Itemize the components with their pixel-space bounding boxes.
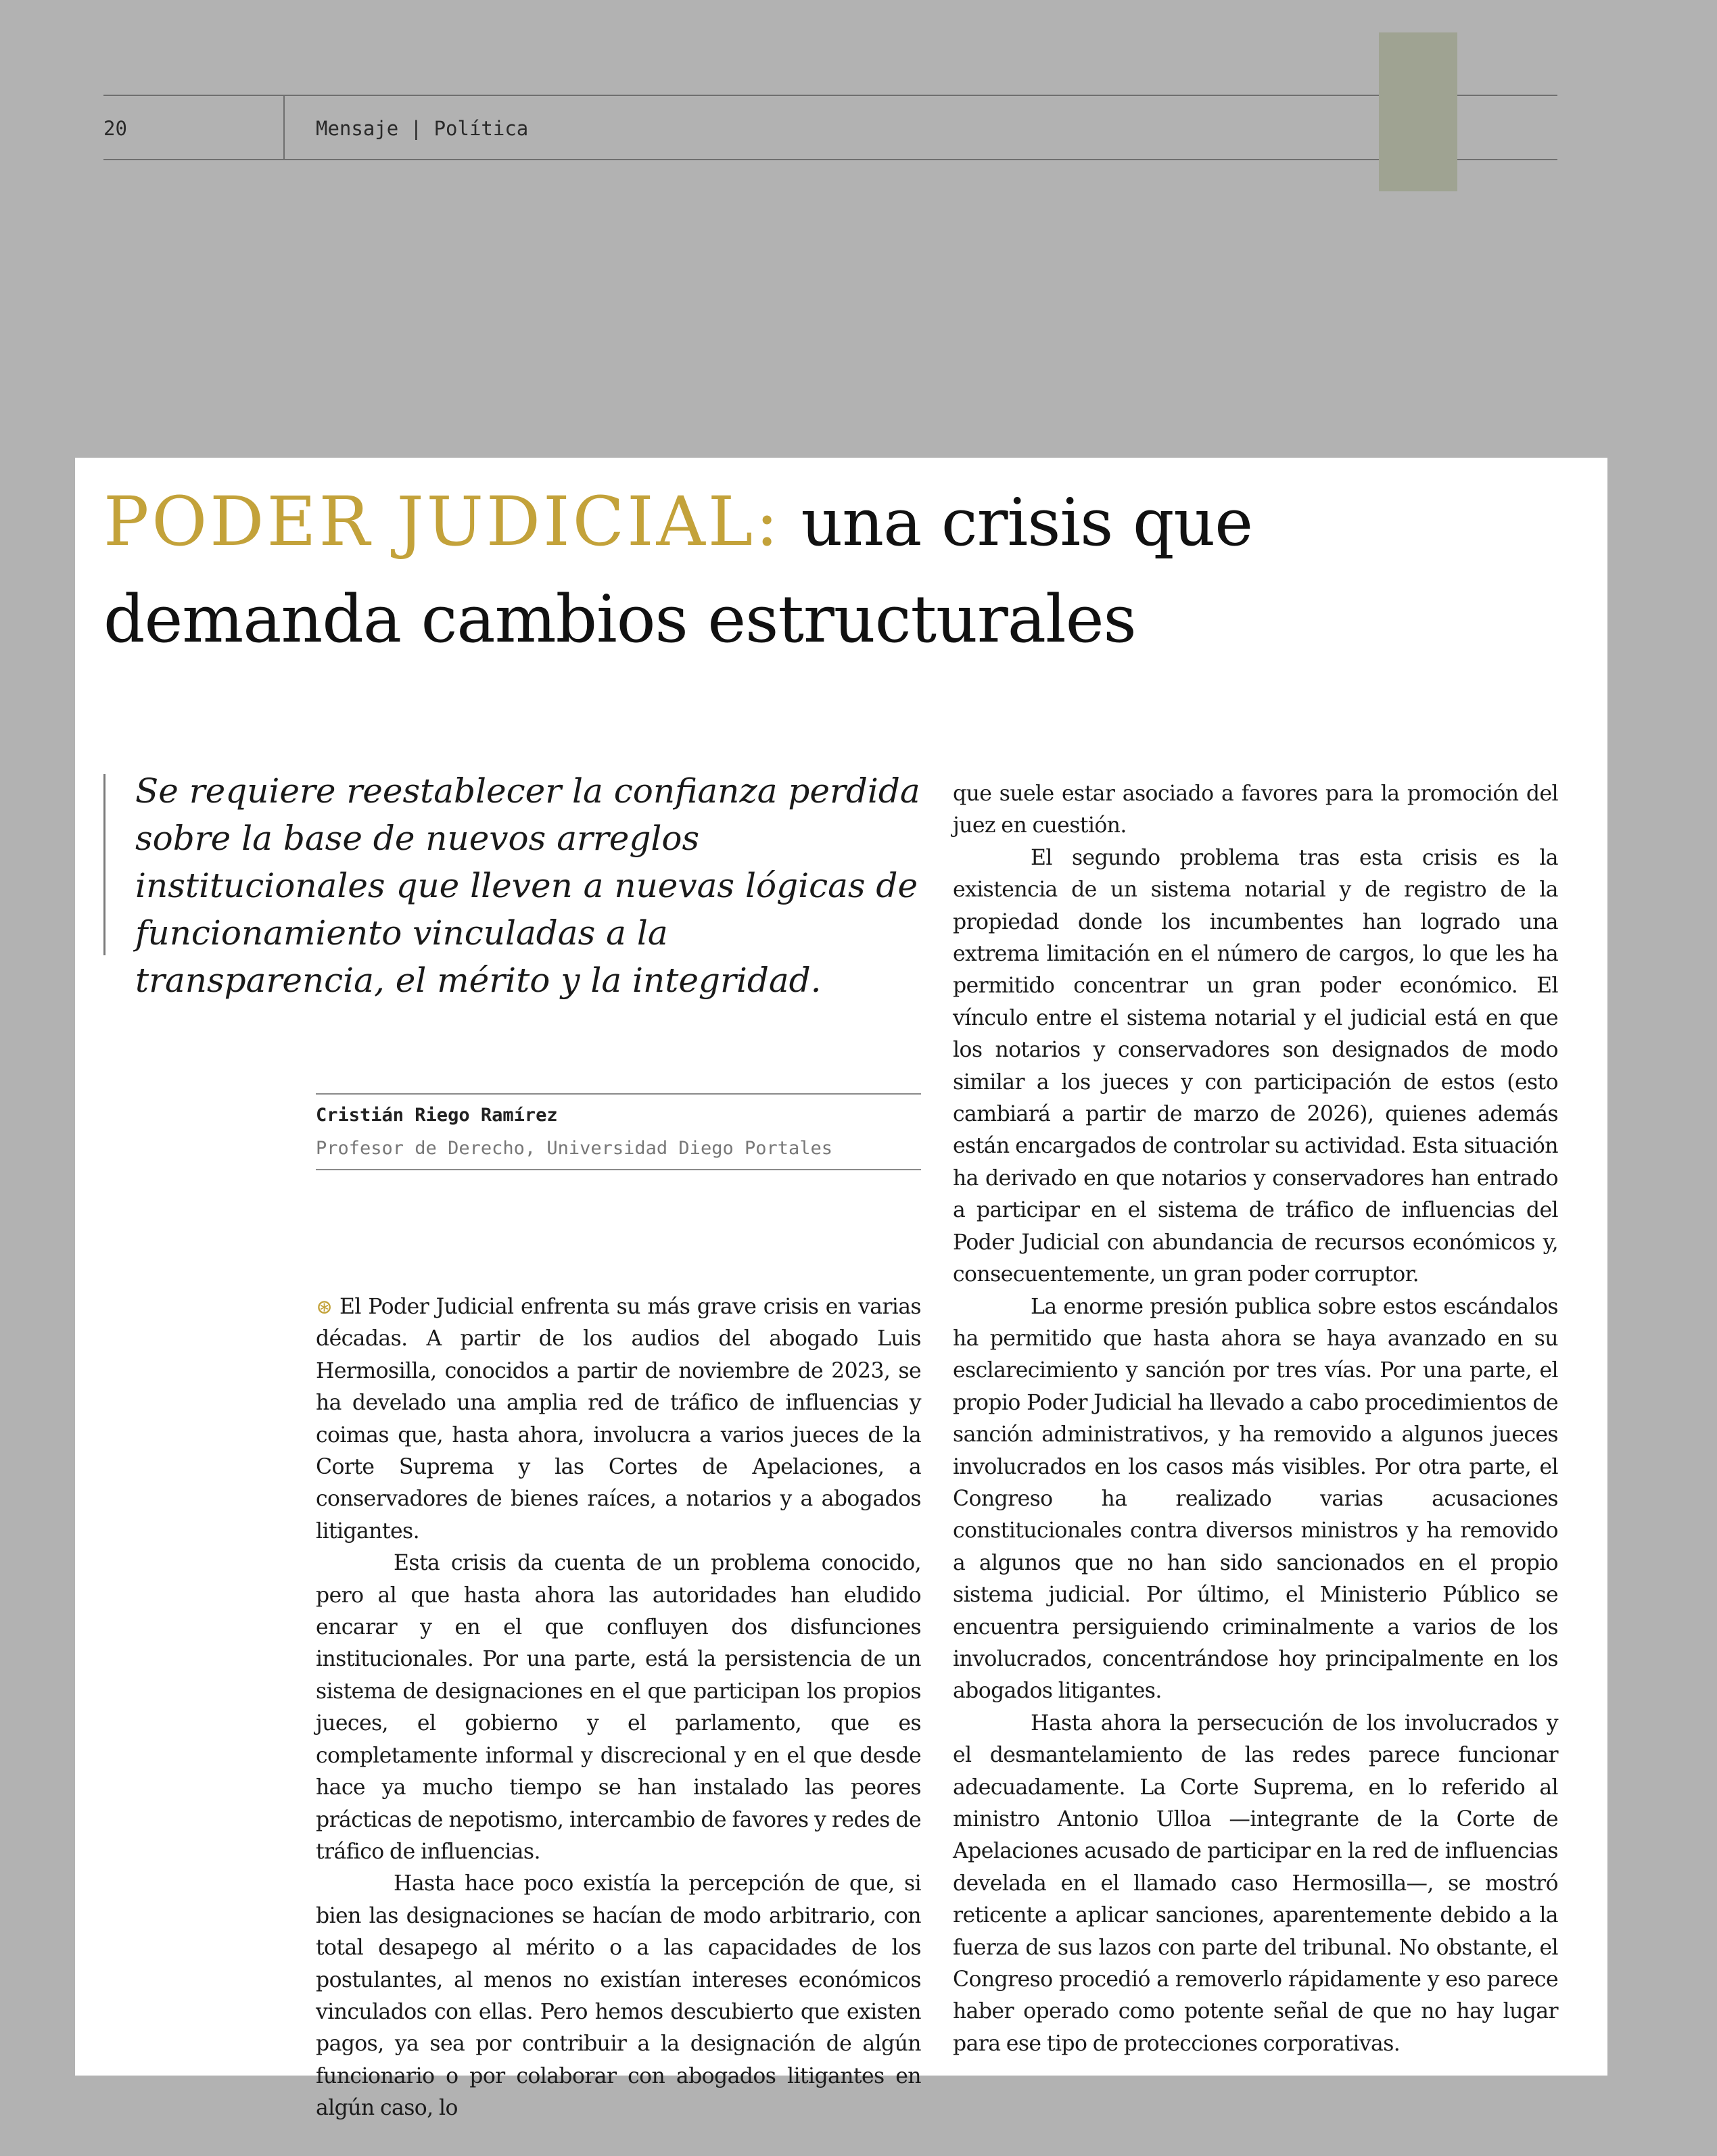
author-name: Cristián Riego Ramírez bbox=[316, 1105, 558, 1126]
paragraph: La enorme presión publica sobre estos escándalos ha permitido que hasta ahora se haya avanzado en su esclarecimiento y sanción por tres vías. Por una parte, el propio Poder Judicial ha llevado a cabo procedimientos de sanción administrativos, y ha removido a algunos jueces involucrados en los casos más visibles. Por otra parte, el Congreso ha realizado varias acusaciones constitucionales contra diversos ministros y ha removido a algunos que no han sido sancionados en el propio sistema judicial. Por último, el Ministerio Público se encuentra persiguiendo criminalmente a varios de los involucrados, concentrándose hoy principalmente en los abogados litigantes. bbox=[953, 1294, 1558, 1704]
color-tab bbox=[1379, 32, 1457, 191]
pull-quote-bar bbox=[103, 774, 105, 955]
byline-bottom-rule bbox=[316, 1169, 921, 1170]
body-column-1 bbox=[316, 1291, 921, 2125]
page-number: 20 bbox=[103, 117, 127, 140]
author-affiliation: Profesor de Derecho, Universidad Diego Portales bbox=[316, 1138, 833, 1159]
title-kicker: PODER JUDICIAL: bbox=[103, 482, 781, 561]
body-column-2 bbox=[953, 778, 1558, 2060]
header-divider bbox=[283, 95, 285, 160]
title-text: una crisis que demanda cambios estructurales bbox=[103, 485, 1253, 657]
byline-top-rule bbox=[316, 1093, 921, 1095]
paragraph: Hasta hace poco existía la percepción de que, si bien las designaciones se hacían de modo arbitrario, con total desapego al mérito o a las capacidades de los postulantes, al menos no existían intereses económicos vinculados con ellas. Pero hemos descubierto que existen pagos, ya sea por contribuir a la designación de algún funcionario o por colaborar con abogados litigantes en algún caso, lo bbox=[316, 1871, 921, 2121]
pull-quote: Se requiere reestablecer la confianza perdida sobre la base de nuevos arreglos institucionales que lleven a nuevas lógicas de funcionamiento vinculadas a la transparencia, el mérito y la integridad. bbox=[135, 771, 920, 1000]
paragraph: Esta crisis da cuenta de un problema conocido, pero al que hasta ahora las autoridades han eludido encarar y en el que confluyen dos disfunciones institucionales. Por una parte, está la persistencia de un sistema de designaciones en el que participan los propios jueces, el gobierno y el parlamento, que es completamente informal y discrecional y en el que desde hace ya mucho tiempo se han instalado las peores prácticas de nepotismo, intercambio de favores y redes de tráfico de influencias. bbox=[316, 1551, 921, 1864]
section-label: Mensaje | Política bbox=[316, 117, 529, 140]
paragraph: Hasta ahora la persecución de los involucrados y el desmantelamiento de las redes parece funcionar adecuadamente. La Corte Suprema, en lo referido al ministro Antonio Ulloa —integrante de la Corte de Apelaciones acusado de participar en la red de influencias develada en el llamado caso Hermosilla—, se mostró reticente a aplicar sanciones, aparentemente debido a la fuerza de sus lazos con parte del tribunal. No obstante, el Congreso procedió a removerlo rápidamente y eso parece haber operado como potente señal de que no hay lugar para ese tipo de protecciones corporativas. bbox=[953, 1710, 1558, 2056]
header-top-rule bbox=[103, 95, 1557, 96]
paragraph: El segundo problema tras esta crisis es la existencia de un sistema notarial y de registro de la propiedad donde los incumbentes han logrado una extrema limitación en el número de cargos, lo que les ha permitido concentrar un gran poder económico. El vínculo entre el sistema notarial y el judicial está en que los notarios y conservadores son designados de modo similar a los jueces y con participación de estos (esto cambiará a partir de marzo de 2026), quienes además están encargados de controlar su actividad. Esta situación ha derivado en que notarios y conservadores han entrado a participar en el sistema de tráfico de influencias del Poder Judicial con abundancia de recursos económicos y, consecuentemente, un gran poder corruptor. bbox=[953, 845, 1558, 1287]
article-title bbox=[103, 473, 1557, 668]
header-bottom-rule bbox=[103, 159, 1557, 160]
paragraph: que suele estar asociado a favores para la promoción del juez en cuestión. bbox=[953, 782, 1558, 838]
paragraph: ⊛ El Poder Judicial enfrenta su más grave crisis en varias décadas. A partir de los audios del abogado Luis Hermosilla, conocidos a partir de noviembre de 2023, se ha develado una amplia red de tráfico de influencias y coimas que, hasta ahora, involucra a varios jueces de la Corte Suprema y las Cortes de Apelaciones, a conservadores de bienes raíces, a notarios y a abogados litigantes. bbox=[316, 1295, 921, 1543]
section-start-icon: ⊛ bbox=[316, 1295, 333, 1319]
